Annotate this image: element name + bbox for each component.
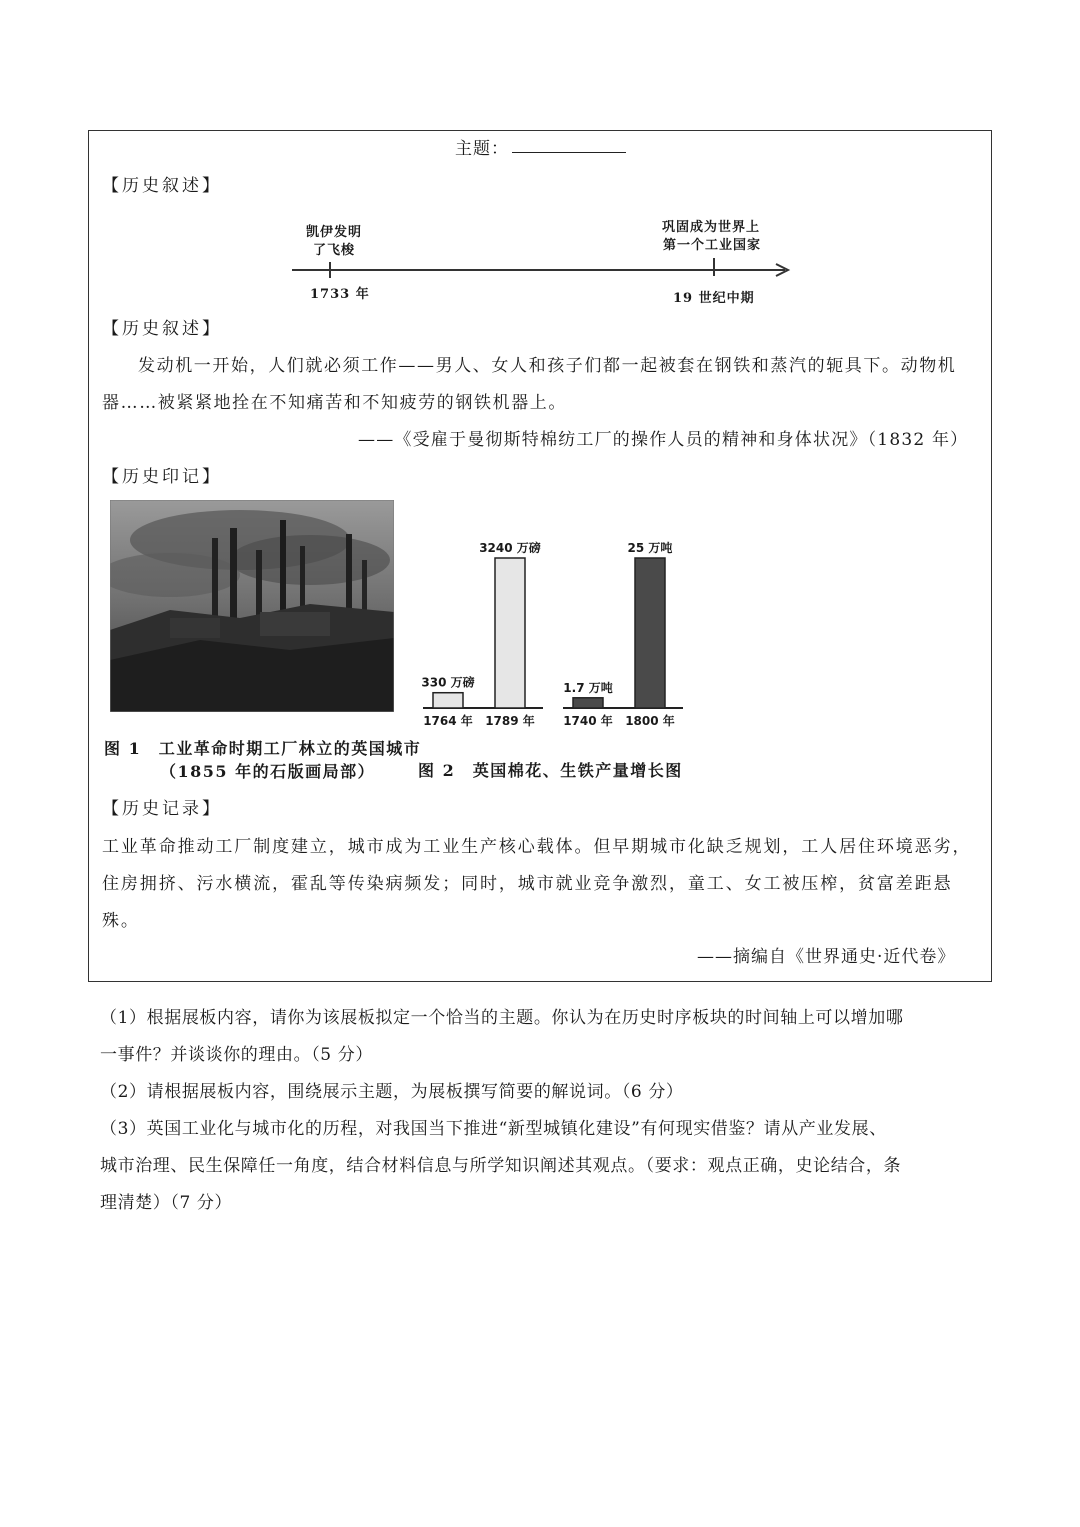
section-heading-narrative-2: 【历史叙述】	[102, 319, 222, 339]
figure1-factory-lithograph	[110, 500, 394, 712]
category-label-生铁-0: 1740 年	[563, 714, 613, 728]
figure1-caption-line1: 图 1 工业革命时期工厂林立的英国城市	[104, 739, 422, 758]
bar-生铁-1	[635, 558, 665, 708]
bar-棉花-1	[495, 558, 525, 708]
category-label-棉花-1: 1789 年	[485, 714, 535, 728]
record-line-2: 住房拥挤、污水横流，霍乱等传染病频发；同时，城市就业竞争激烈，童工、女工被压榨，贫富差距悬	[102, 874, 953, 894]
timeline-event2-line2: 第一个工业国家	[663, 238, 762, 253]
record-line-1: 工业革命推动工厂制度建立，城市成为工业生产核心载体。但早期城市化缺乏规划，工人居住环境恶劣，	[102, 837, 972, 857]
theme-blank[interactable]	[512, 152, 626, 153]
figure1-caption-line2: （1855 年的石版画局部）	[160, 762, 376, 781]
figure2-bar-chart	[415, 530, 695, 735]
section-heading-imprint: 【历史印记】	[102, 467, 222, 487]
question-3-line-2: 城市治理、民生保障任一角度，结合材料信息与所学知识阐述其观点。（要求：观点正确，史论结合，条	[100, 1156, 902, 1176]
bar-label-棉花-0: 330 万磅	[421, 675, 475, 690]
timeline-event2-line1: 巩固成为世界上	[662, 220, 761, 235]
bar-棉花-0	[433, 693, 463, 708]
section-heading-narrative-1: 【历史叙述】	[102, 176, 222, 196]
question-3-line-3: 理清楚）（7 分）	[100, 1193, 233, 1213]
narrative-source: ——《受雇于曼彻斯特棉纺工厂的操作人员的精神和身体状况》（1832 年）	[358, 430, 969, 450]
figure2-caption: 图 2 英国棉花、生铁产量增长图	[418, 761, 683, 780]
section-heading-record: 【历史记录】	[102, 799, 222, 819]
question-2: （2）请根据展板内容，围绕展示主题，为展板撰写简要的解说词。（6 分）	[100, 1082, 684, 1102]
timeline-year-19c: 19 世纪中期	[673, 291, 755, 306]
category-label-棉花-0: 1764 年	[423, 714, 473, 728]
timeline-event1-line1: 凯伊发明	[306, 225, 363, 240]
timeline-year-1733: 1733 年	[310, 287, 370, 302]
question-1-line-1: （1）根据展板内容，请你为该展板拟定一个恰当的主题。你认为在历史时序板块的时间轴上可以增加哪	[100, 1008, 904, 1028]
question-1-line-2: 一事件？并谈谈你的理由。（5 分）	[100, 1045, 373, 1065]
timeline-event1-line2: 了飞梭	[313, 243, 356, 258]
question-3-line-1: （3）英国工业化与城市化的历程，对我国当下推进“新型城镇化建设”有何现实借鉴？请从产业发展、	[100, 1119, 887, 1139]
bar-生铁-0	[573, 698, 603, 708]
bar-label-生铁-0: 1.7 万吨	[563, 680, 613, 695]
record-line-3: 殊。	[102, 911, 140, 931]
narrative-line-1: 发动机一开始，人们就必须工作——男人、女人和孩子们都一起被套在钢铁和蒸汽的轭具下。动物机	[138, 356, 957, 376]
narrative-line-2: 器……被紧紧地拴在不知痛苦和不知疲劳的钢铁机器上。	[102, 393, 567, 413]
theme-label: 主题：	[455, 139, 509, 159]
bar-label-棉花-1: 3240 万磅	[479, 541, 541, 555]
bar-label-生铁-1: 25 万吨	[627, 541, 673, 555]
category-label-生铁-1: 1800 年	[625, 714, 675, 728]
record-source: ——摘编自《世界通史·近代卷》	[697, 947, 956, 967]
